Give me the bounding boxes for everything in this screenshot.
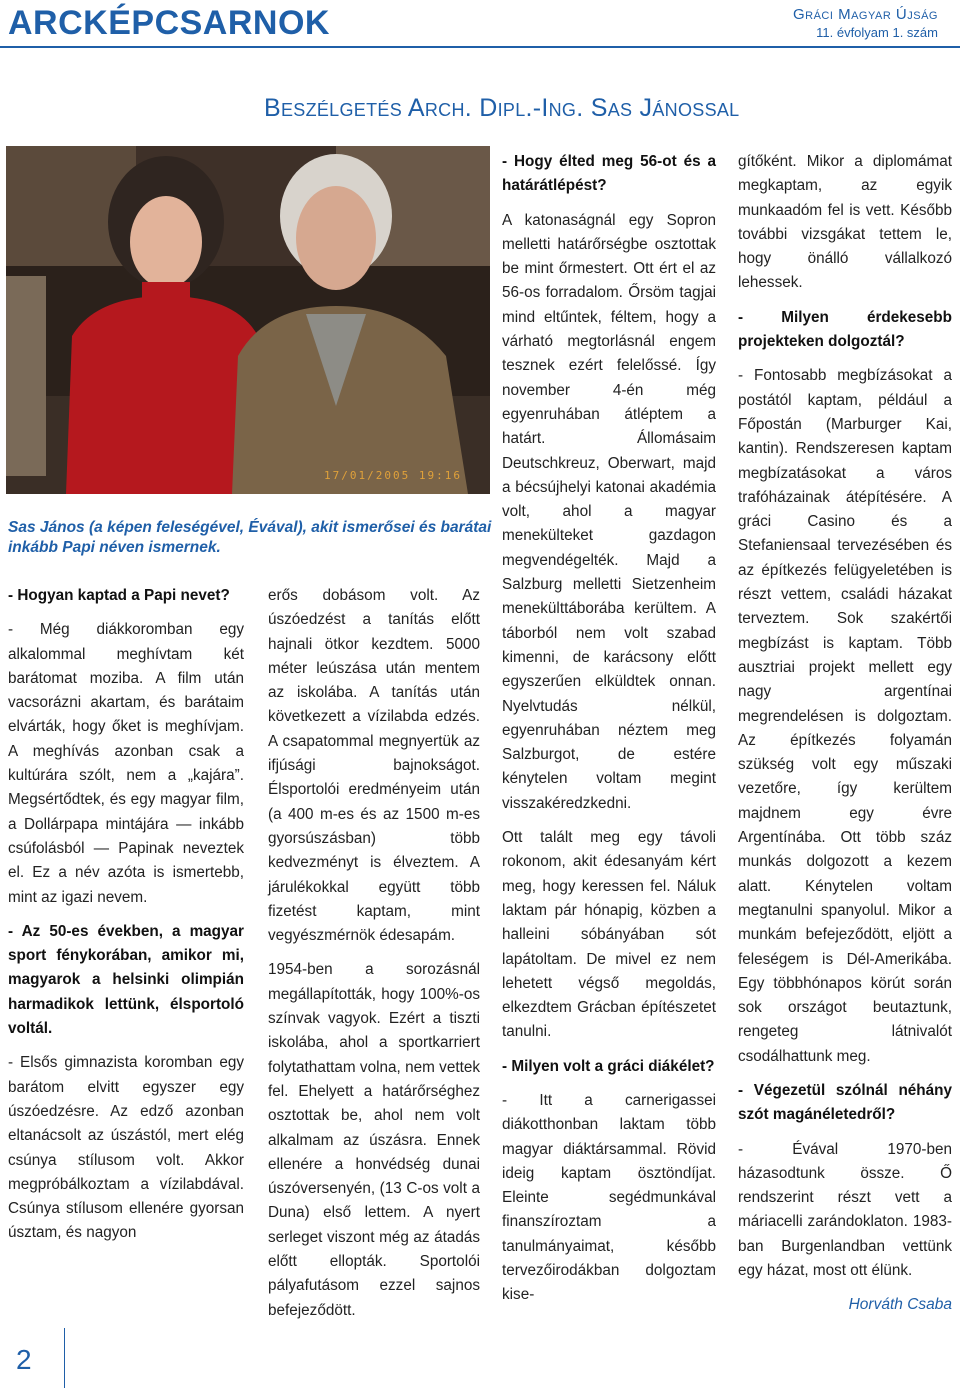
answer: gítőként. Mikor a diplomámat megkaptam, az egyik munkaadóm fel is vett. Később további vizsgákat tettem le, hogy önálló vállalkozó lehessek.	[738, 153, 952, 292]
answer: A katonaságnál egy Sopron melletti határőrségbe osztottak be mint őrmestert. Ott ért el az 56-os forradalom. Őrsöm tagjai mind eltűntek, féltem, hogy a várható megtorlásnál engem tesznek ezért felelőssé. Így november 4-én még egyenruhában átléptem a határt. Állomásaim Deutschkreuz, Oberwart, majd a bécsújhelyi katonai akadémia volt, ahol a magyar menekülteket gazdagon megvendégelték. Majd a Salzburg melletti Sietzenheim menekülttáborába kerültem. A táborból nem volt szabad kimenni, de karácsony előtt egyszerűen elküldtek onnan. Nyelvtudás nélkül, egyenruhában néztem meg Salzburgot, de estére kénytelen voltam megint visszakéredzkedni.	[502, 211, 716, 812]
article-title: Beszélgetés Arch. Dipl.-Ing. Sas Jánossal	[264, 94, 740, 122]
answer: erős dobásom volt. Az úszóedzést a tanítás előtt hajnali ötkor kezdtem. 5000 méter leúszása után mentem az iskolába. A tanítás után következett a vízilabda edzés. A csapatommal megnyertük az ifjúsági bajnokságot. Élsportolói eredményeim után (a 400 m-es és az 1500 m-es gyorsúszásban) több kedvezményt is élveztem. A járulékokkal együtt több fizetést kaptam, mint vegyészmérnök édesapám.	[268, 587, 480, 945]
answer: 1954-ben a sorozásnál megállapították, hogy 100%-os színvak vagyok. Ezért a tiszti iskolába, ahol a sportkarriert folytathattam volna, nem vettek fel. Ehelyett a határőrséghez osztottak be, ahol nem volt alkalmam az úszásra. Ennek ellenére a honvédség dunai úszóversenyén, (13 C-os volt a Duna) első lettem. A nyert serleget viszont még az átadás előtt ellopták. Sportolói pályafutásom ezzel sajnos befejeződött.	[268, 961, 480, 1319]
photo-illustration	[6, 146, 490, 494]
paper-name: Gráci Magyar Újság	[792, 6, 938, 23]
article-column-3	[502, 150, 716, 1318]
question: - Az 50-es években, a magyar sport fénykorában, amikor mi, magyarok a helsinki olimpián harmadikok lettünk, élsportoló voltál.	[8, 922, 244, 1038]
answer: Ott talált meg egy távoli rokonom, akit édesanyám kért meg, hogy keressen fel. Náluk laktam pár hónapig, közben a halleini sóbányában sót lapátoltam. De mivel ez nem lehetett végső megoldás, elkezdtem Grácban építészetet tanulni.	[502, 829, 716, 1041]
answer: - Itt a carnerigassei diákotthonban laktam több magyar diáktársammal. Rövid ideig kaptam ösztöndíjat. Eleinte segédmunkával finanszíroztam a tanulmányaimat, később tervezőirodákban dolgoztam kise-	[502, 1091, 716, 1304]
article-column-1	[8, 584, 244, 1256]
question: - Milyen volt a gráci diákélet?	[502, 1057, 715, 1075]
article-column-2	[268, 584, 480, 1333]
answer: - Évával 1970-ben házasodtunk össze. Ő rendszerint részt vett a máriacelli zarándoklaton. 1983-ban Burgenlandban vettünk egy házat, most ott élünk.	[738, 1140, 952, 1280]
masthead-divider	[0, 46, 960, 48]
author-name: Horváth Csaba	[848, 1296, 952, 1314]
masthead-info	[793, 6, 938, 40]
question: - Hogy élted meg 56-ot és a határátlépést?	[502, 153, 716, 195]
page-number-divider	[64, 1328, 65, 1388]
issue-number: 11. évfolyam 1. szám	[816, 25, 938, 40]
page-title: ARCKÉPCSARNOK	[8, 4, 330, 42]
answer: - Még diákkoromban egy alkalommal meghívtam két barátomat moziba. A film után vacsorázni akartam, és barátaim elvárták, hogy őket is meghívjam. A meghívás azonban csak a kultúrára szólt, nem a „kajára”. Megsértődtek, és egy magyar film, a Dollárpapa mintájára — inkább csúfolásból — Papinak neveztek el. Ez a név azóta is ismertebb, mint az igazi nevem.	[8, 621, 244, 906]
article-column-4	[738, 150, 952, 1318]
answer: - Elsős gimnazista koromban egy barátom elvitt egyszer egy úszóedzésre. Az edző azonban eltanácsolt az úszástól, mert elég csúnya stílusom volt. Akkor megpróbálkoztam a vízilabdával. Csúnya stílusom ellenére gyorsan úsztam, és nagyon	[8, 1054, 244, 1242]
photo-caption: Sas János (a képen feleségével, Évával), akit ismerősei és barátai inkább Papi néven ismernek.	[8, 519, 492, 556]
question: - Végezetül szólnál néhány szót magánéletedről?	[738, 1081, 952, 1124]
photo-timestamp: 17/01/2005 19:16	[324, 469, 462, 482]
page-number: 2	[16, 1344, 32, 1375]
article-photo	[6, 146, 490, 494]
question: - Milyen érdekesebb projekteken dolgoztál?	[738, 308, 952, 351]
question: - Hogyan kaptad a Papi nevet?	[8, 587, 230, 604]
answer: - Fontosabb megbízásokat a postától kaptam, például a Főpostán (Marburger Kai, kantin). Rendszeresen kaptam megbízatásokat a város trafóházainak átépítésére. A gráci Casino és a Stefaniensaal tervezésében és az építkezés felügyeletében is részt vettem, családi házakat terveztem. Sok szakértői megbízást is kaptam. Több ausztriai projekt mellett egy nagy argentínai megrendelésen is dolgoztam. Az építkezés folyamán szükség volt egy műszaki vezetőre, így kerültem majdnem egy évre Argentínába. Ott több száz munkás dolgozott a kezem alatt. Kénytelen voltam megtanulni spanyolul. Mikor a munkám befejeződött, eljött a feleségem is Dél-Amerikába. Egy többhónapos körút során sok országot beutaztunk, rengeteg látnivalót csodálhattunk meg.	[738, 367, 952, 1065]
